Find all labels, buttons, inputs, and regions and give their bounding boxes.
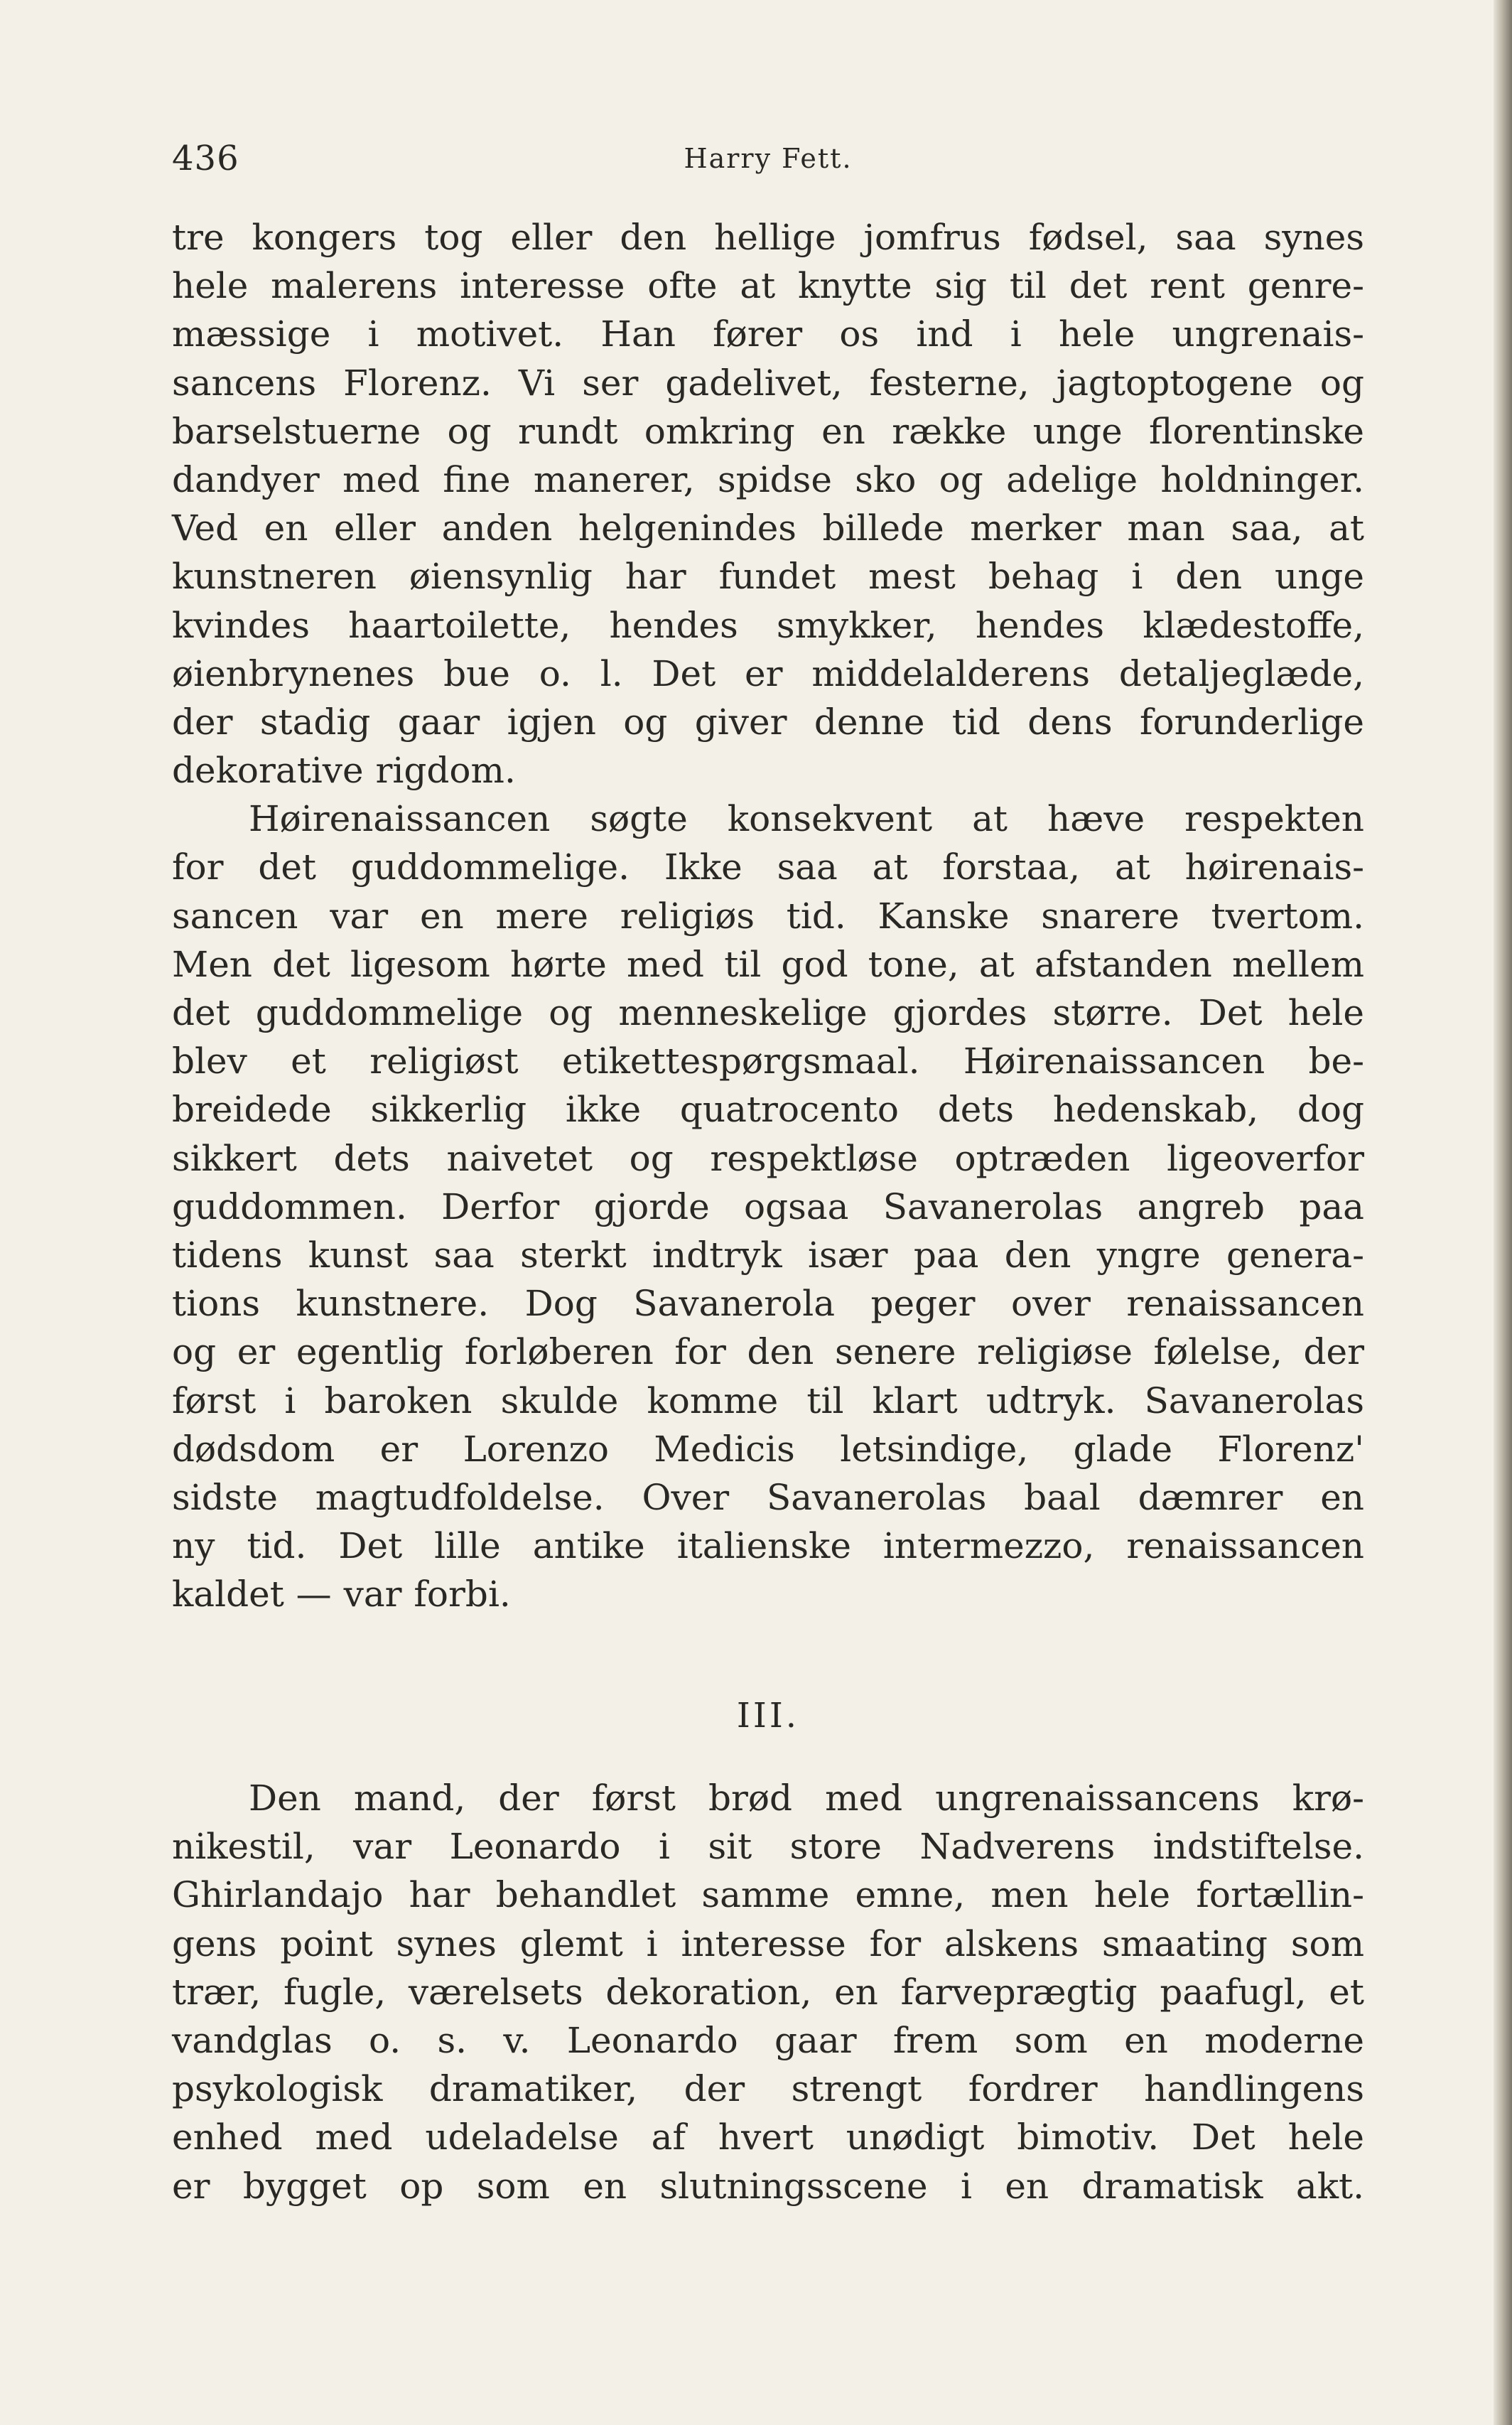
text-line: dekorative rigdom. [172, 750, 516, 792]
text-line: øienbrynenes bue o. l. Det er middelalderens detaljeglæde, [172, 652, 1364, 694]
text-line: dødsdom er Lorenzo Medicis letsindige, glade Florenz' [172, 1428, 1364, 1470]
text-line: barselstuerne og rundt omkring en række unge florentinske [172, 410, 1364, 452]
text-line: breidede sikkerlig ikke quatrocento dets hedenskab, dog [172, 1089, 1364, 1131]
page-edge [1494, 0, 1512, 2425]
text-line: sikkert dets naivetet og respektløse optræden ligeoverfor [172, 1137, 1364, 1179]
text-line: og er egentlig forløberen for den senere religiøse følelse, der [172, 1331, 1364, 1373]
running-title: Harry Fett. [684, 143, 853, 174]
text-line: først i baroken skulde komme til klart udtryk. Savanerolas [172, 1380, 1364, 1421]
page-header [172, 134, 1364, 183]
text-line: der stadig gaar igjen og giver denne tid dens forunderlige [172, 701, 1364, 743]
text-line: guddommen. Derfor gjorde ogsaa Savanerolas angreb paa [172, 1185, 1364, 1227]
text-line: tidens kunst saa sterkt indtryk især paa den yngre genera- [172, 1234, 1364, 1276]
body-text-lower [172, 1774, 1364, 2210]
text-line: Høirenaissancen søgte konsekvent at hæve respekten [249, 798, 1364, 840]
text-line: enhed med udeladelse af hvert unødigt bimotiv. Det hele [172, 2117, 1364, 2158]
text-line: Den mand, der først brød med ungrenaissancens krø- [249, 1778, 1364, 1819]
text-line: hele malerens interesse ofte at knytte sig til det rent genre- [172, 265, 1364, 307]
text-line: sancen var en mere religiøs tid. Kanske snarere tvertom. [172, 895, 1364, 937]
text-line: nikestil, var Leonardo i sit store Nadverens indstiftelse. [172, 1826, 1364, 1868]
text-line: mæssige i motivet. Han fører os ind i hele ungrenais- [172, 313, 1364, 355]
text-line: sidste magtudfoldelse. Over Savanerolas baal dæmrer en [172, 1476, 1364, 1518]
text-line: blev et religiøst etikettespørgsmaal. Høirenaissancen be- [172, 1041, 1364, 1082]
text-line: kaldet — var forbi. [172, 1574, 511, 1615]
text-line: dandyer med fine manerer, spidse sko og adelige holdninger. [172, 458, 1364, 500]
text-line: kunstneren øiensynlig har fundet mest behag i den unge [172, 556, 1364, 598]
paragraph-1 [172, 213, 1364, 795]
text-line: trær, fugle, værelsets dekoration, en farveprægtig paafugl, et [172, 1971, 1364, 2013]
section-heading: III. [736, 1696, 800, 1736]
text-line: det guddommelige og menneskelige gjordes større. Det hele [172, 992, 1364, 1033]
text-line: sancens Florenz. Vi ser gadelivet, festerne, jagtoptogene og [172, 362, 1364, 404]
body-text-upper [172, 213, 1364, 1618]
text-line: psykologisk dramatiker, der strengt fordrer handlingens [172, 2068, 1364, 2110]
text-line: kvindes haartoilette, hendes smykker, hendes klædestoffe, [172, 604, 1364, 646]
text-line: tions kunstnere. Dog Savanerola peger over renaissancen [172, 1283, 1364, 1325]
text-line: Men det ligesom hørte med til god tone, at afstanden mellem [172, 943, 1364, 985]
text-line: er bygget op som en slutningsscene i en dramatisk akt. [172, 2165, 1364, 2207]
text-line: Ghirlandajo har behandlet samme emne, men hele fortællin- [172, 1874, 1364, 1916]
text-line: vandglas o. s. v. Leonardo gaar frem som en moderne [172, 2019, 1364, 2061]
text-line: ny tid. Det lille antike italienske intermezzo, renaissancen [172, 1525, 1364, 1567]
text-line: tre kongers tog eller den hellige jomfrus fødsel, saa synes [172, 217, 1364, 258]
paragraph-3 [172, 1774, 1364, 2210]
text-line: gens point synes glemt i interesse for alskens smaating som [172, 1923, 1364, 1964]
text-line: for det guddommelige. Ikke saa at forstaa, at høirenais- [172, 846, 1364, 888]
text-line: Ved en eller anden helgenindes billede merker man saa, at [172, 507, 1364, 549]
page-number: 436 [172, 139, 239, 178]
paragraph-2 [172, 795, 1364, 1618]
